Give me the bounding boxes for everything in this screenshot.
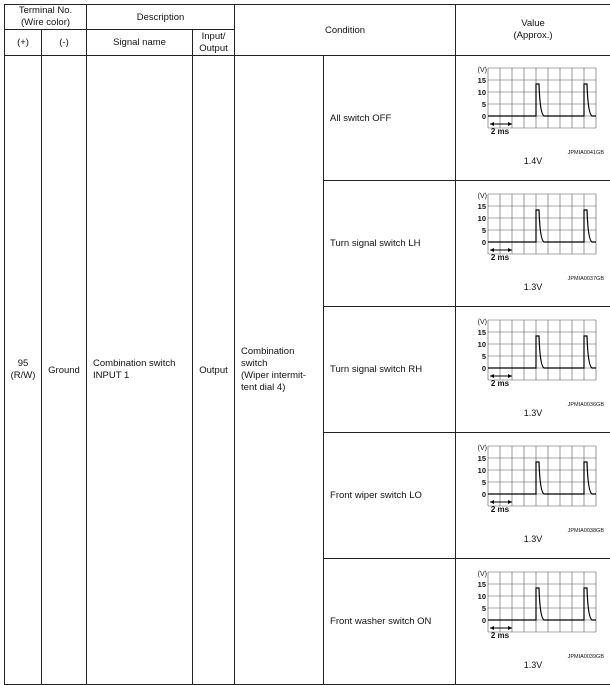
unit-label: (V) [477,318,488,326]
header-plus: (+) [5,30,42,56]
tick-label-0: 0 [481,237,487,247]
tick-label-0: 0 [481,489,487,499]
tick-label-10: 10 [477,465,487,475]
figure-id: JPMIA0041GB [567,150,605,156]
oscilloscope-figure [458,560,608,670]
unit-label: (V) [477,67,488,74]
oscilloscope-figure [458,56,608,166]
value-cell-0 [456,56,610,181]
time-scale-label: 2 ms [490,630,510,640]
tick-label-10: 10 [477,88,487,97]
value-cell-2 [456,307,610,433]
sub-condition-3: Front wiper switch LO [324,433,456,559]
header-wire-color-label: (Wire color) [20,17,71,28]
header-minus: (-) [42,30,87,56]
waveform-0 [456,56,610,180]
header-approx-label: (Approx.) [513,30,553,41]
time-scale-label: 2 ms [490,378,510,388]
header-input-output [193,30,235,56]
tick-label-5: 5 [481,225,487,235]
terminal-plus-number: 95 [17,358,29,369]
tick-label-15: 15 [477,76,487,85]
figure-id: JPMIA0039GB [567,653,605,660]
header-signal-name: Signal name [87,30,193,56]
waveform-4 [456,560,610,684]
approx-value: 1.4V [523,156,543,166]
sub-condition-2: Turn signal switch RH [324,307,456,433]
oscilloscope-figure [458,308,608,418]
signal-trace [488,84,596,116]
signal-trace [488,336,596,368]
header-terminal-label: Terminal No. [18,5,73,16]
tick-label-0: 0 [481,615,487,625]
unit-label: (V) [477,570,488,578]
signal-name-cell [87,56,193,685]
signal-name-line-1: Combination switch [93,358,176,369]
header-terminal-no [5,5,87,30]
figure-id: JPMIA0036GB [567,401,605,408]
approx-value: 1.3V [523,407,543,418]
figure-id: JPMIA0038GB [567,527,605,534]
condition-main-cell [235,56,324,685]
signal-trace [488,462,596,494]
value-cell-3 [456,433,610,559]
figure-id: JPMIA0037GB [567,275,605,282]
condition-main-line-4: tent dial 4) [241,382,286,393]
tick-label-5: 5 [481,603,487,613]
sub-condition-0: All switch OFF [324,56,456,181]
approx-value: 1.3V [523,659,543,670]
time-scale-label: 2 ms [490,127,510,136]
tick-label-5: 5 [481,351,487,361]
tick-label-0: 0 [481,112,487,121]
tick-label-10: 10 [477,591,487,601]
signal-name-line-2: INPUT 1 [93,370,130,381]
terminal-spec-table [4,4,610,685]
approx-value: 1.3V [523,533,543,544]
header-output-label: Output [199,42,228,54]
time-scale-label: 2 ms [490,252,510,262]
oscilloscope-figure [458,434,608,544]
tick-label-10: 10 [477,213,487,223]
signal-trace [488,588,596,620]
tick-label-10: 10 [477,339,487,349]
oscilloscope-figure [458,182,608,292]
terminal-plus-cell [5,56,42,685]
terminal-minus-cell: Ground [42,56,87,685]
tick-label-5: 5 [481,477,487,487]
condition-main-line-3: (Wiper intermit- [241,370,306,381]
tick-label-15: 15 [477,579,487,589]
tick-label-15: 15 [477,327,487,337]
header-value-label: Value [521,18,545,29]
tick-label-5: 5 [481,100,487,109]
header-value [456,5,610,56]
waveform-3 [456,434,610,558]
sub-condition-1: Turn signal switch LH [324,181,456,307]
condition-main-line-2: switch [241,358,268,369]
terminal-plus-color: (R/W) [10,370,36,381]
io-cell: Output [193,56,235,685]
header-input-label: Input/ [201,30,226,42]
value-cell-1 [456,181,610,307]
waveform-2 [456,308,610,432]
header-condition: Condition [235,5,456,56]
waveform-1 [456,182,610,306]
tick-label-15: 15 [477,453,487,463]
sub-condition-4: Front washer switch ON [324,559,456,685]
unit-label: (V) [477,444,488,452]
signal-trace [488,210,596,242]
header-description: Description [87,5,235,30]
approx-value: 1.3V [523,281,543,292]
unit-label: (V) [477,192,488,200]
value-cell-4 [456,559,610,685]
condition-main-line-1: Combination [241,346,295,357]
tick-label-15: 15 [477,201,487,211]
time-scale-label: 2 ms [490,504,510,514]
tick-label-0: 0 [481,363,487,373]
